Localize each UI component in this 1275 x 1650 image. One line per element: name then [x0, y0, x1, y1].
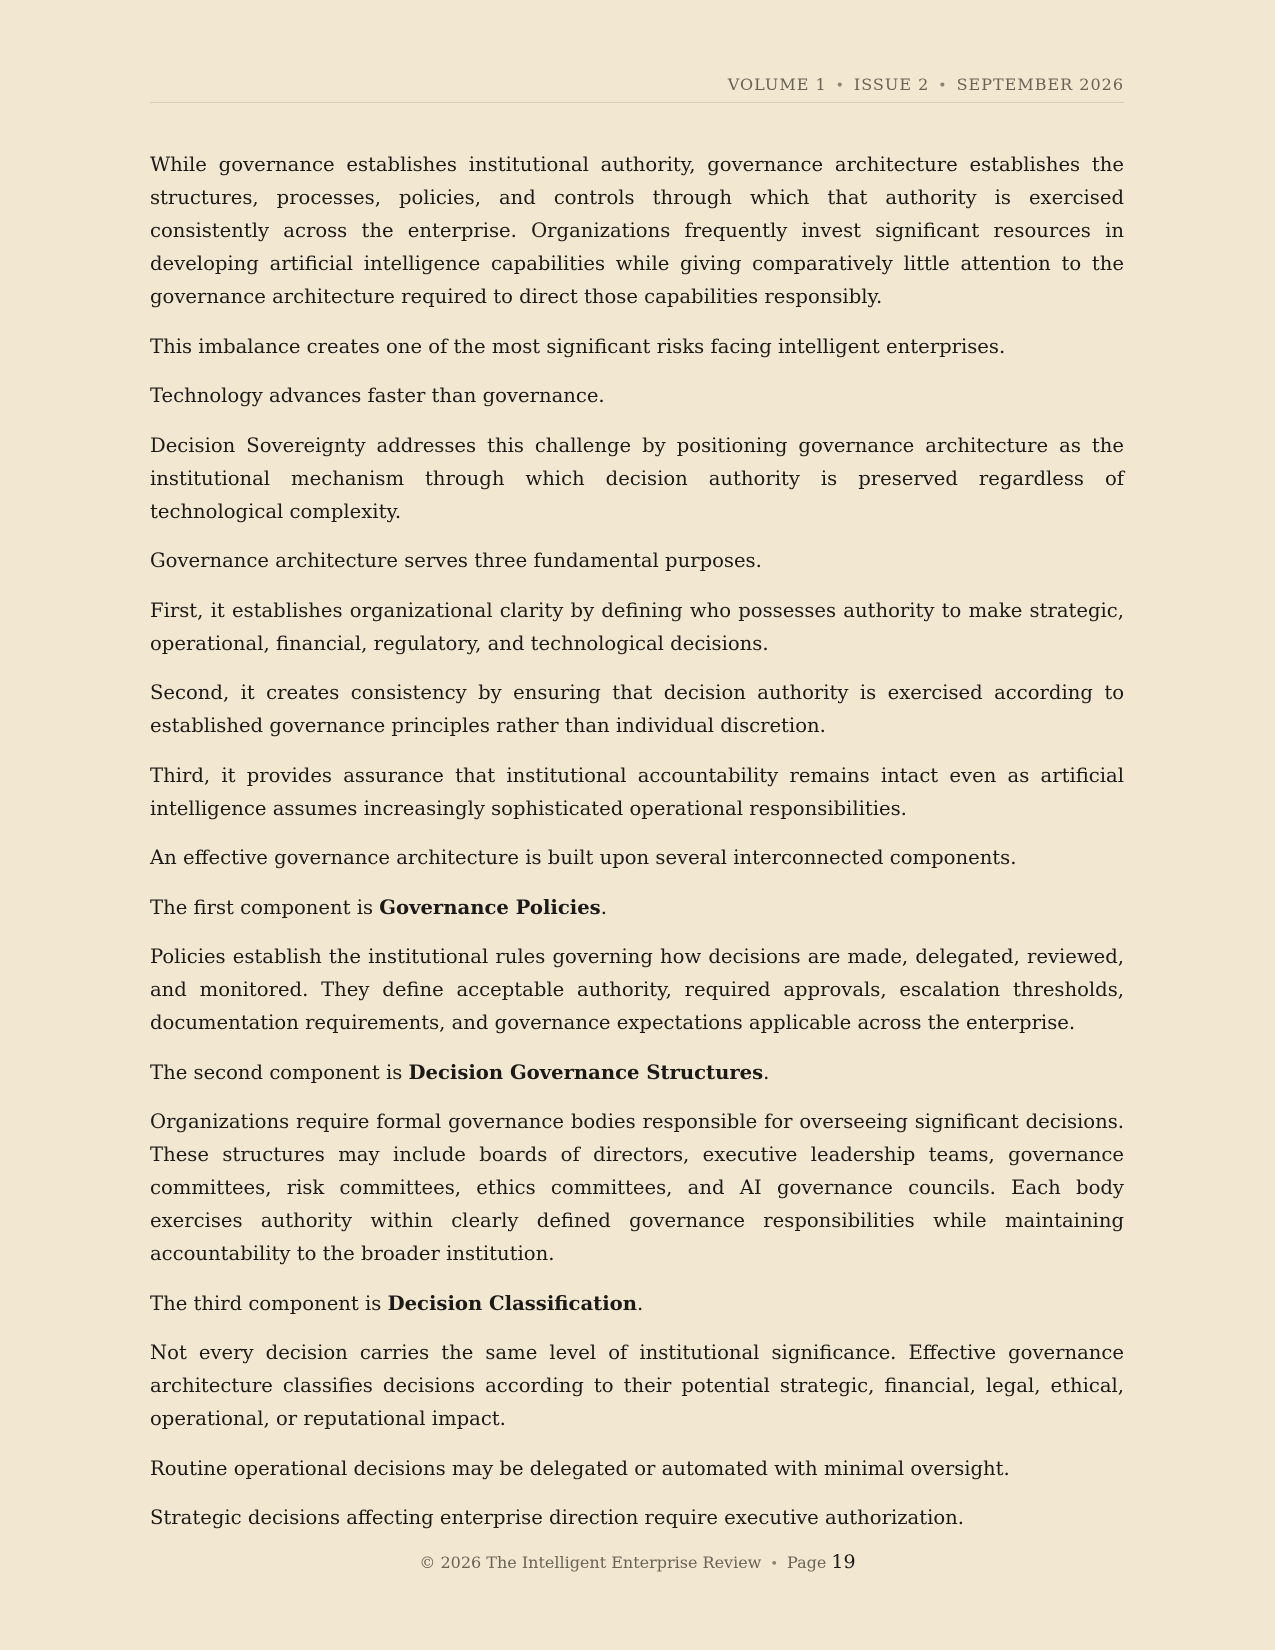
paragraph: Decision Sovereignty addresses this challenge by positioning governance architecture as the institutional mechanism through which decision authority is preserved regardless of technological complexity. [150, 433, 1124, 523]
component-intro-paragraph [150, 891, 1124, 924]
header-volume: VOLUME 1 [727, 75, 827, 94]
paragraph: Routine operational decisions may be delegated or automated with minimal oversight. [150, 1456, 1010, 1480]
paragraph: This imbalance creates one of the most significant risks facing intelligent enterprises. [150, 334, 1006, 358]
component-intro-text: The first component is [150, 895, 380, 919]
component-intro-suffix: . [763, 1060, 770, 1084]
paragraph: Technology advances faster than governance. [150, 384, 605, 407]
component-intro-paragraph [150, 1287, 1124, 1320]
paragraph: Third, it provides assurance that institutional accountability remains intact even as artificial intelligence assumes increasingly sophisticated operational responsibilities. [150, 763, 1124, 820]
header-separator: • [938, 78, 948, 94]
paragraph: An effective governance architecture is built upon several interconnected components. [150, 846, 1017, 869]
component-intro-text: The second component is [150, 1060, 409, 1084]
component-intro-text: The third component is [150, 1291, 388, 1315]
running-header [150, 71, 1124, 103]
paragraph: While governance establishes institutional authority, governance architecture establishes the structures, processes, policies, and controls through which that authority is exercised consistently across the enterprise. Organizations frequently invest significant resources in developing artificial intelligence capabilities while giving comparatively little attention to the governance architecture required to direct those capabilities responsibly. [150, 153, 1124, 308]
component-name: Decision Classification [387, 1291, 637, 1315]
footer-copyright: © 2026 The Intelligent Enterprise Review [419, 1553, 762, 1572]
footer-page-label: Page [787, 1553, 827, 1572]
component-intro-paragraph [150, 1056, 1124, 1089]
paragraph: Second, it creates consistency by ensuring that decision authority is exercised according to established governance principles rather than individual discretion. [150, 681, 1124, 737]
header-issue: ISSUE 2 [853, 75, 930, 94]
article-body [150, 148, 1124, 1551]
paragraph: First, it establishes organizational clarity by defining who possesses authority to make strategic, operational, financial, regulatory, and technological decisions. [150, 598, 1124, 655]
component-name: Decision Governance Structures [408, 1060, 764, 1084]
component-name: Governance Policies [379, 895, 601, 919]
footer-separator: • [770, 1557, 779, 1572]
paragraph: Policies establish the institutional rules governing how decisions are made, delegated, reviewed, and monitored. They define acceptable authority, required approvals, escalation thresholds, documentation requirements, and governance expectations applicable across the enterprise. [150, 945, 1124, 1034]
component-intro-suffix: . [636, 1291, 644, 1315]
paragraph: Governance architecture serves three fundamental purposes. [150, 549, 762, 572]
paragraph: Strategic decisions affecting enterprise direction require executive authorization. [150, 1506, 965, 1529]
paragraph: Organizations require formal governance bodies responsible for overseeing significant decisions. These structures may include boards of directors, executive leadership teams, governance committees, risk committees, ethics committees, and AI governance councils. Each body exercises authority within clearly defined governance responsibilities while maintaining accountability to the broader institution. [150, 1110, 1124, 1265]
paragraph: Not every decision carries the same level of institutional significance. Effective governance architecture classifies decisions according to their potential strategic, financial, legal, ethical, operational, or reputational impact. [150, 1341, 1124, 1430]
header-date: SEPTEMBER 2026 [956, 75, 1124, 94]
component-intro-suffix: . [600, 895, 607, 919]
header-separator: • [835, 78, 845, 94]
running-footer [0, 1551, 1275, 1573]
page-number: 19 [831, 1551, 856, 1573]
